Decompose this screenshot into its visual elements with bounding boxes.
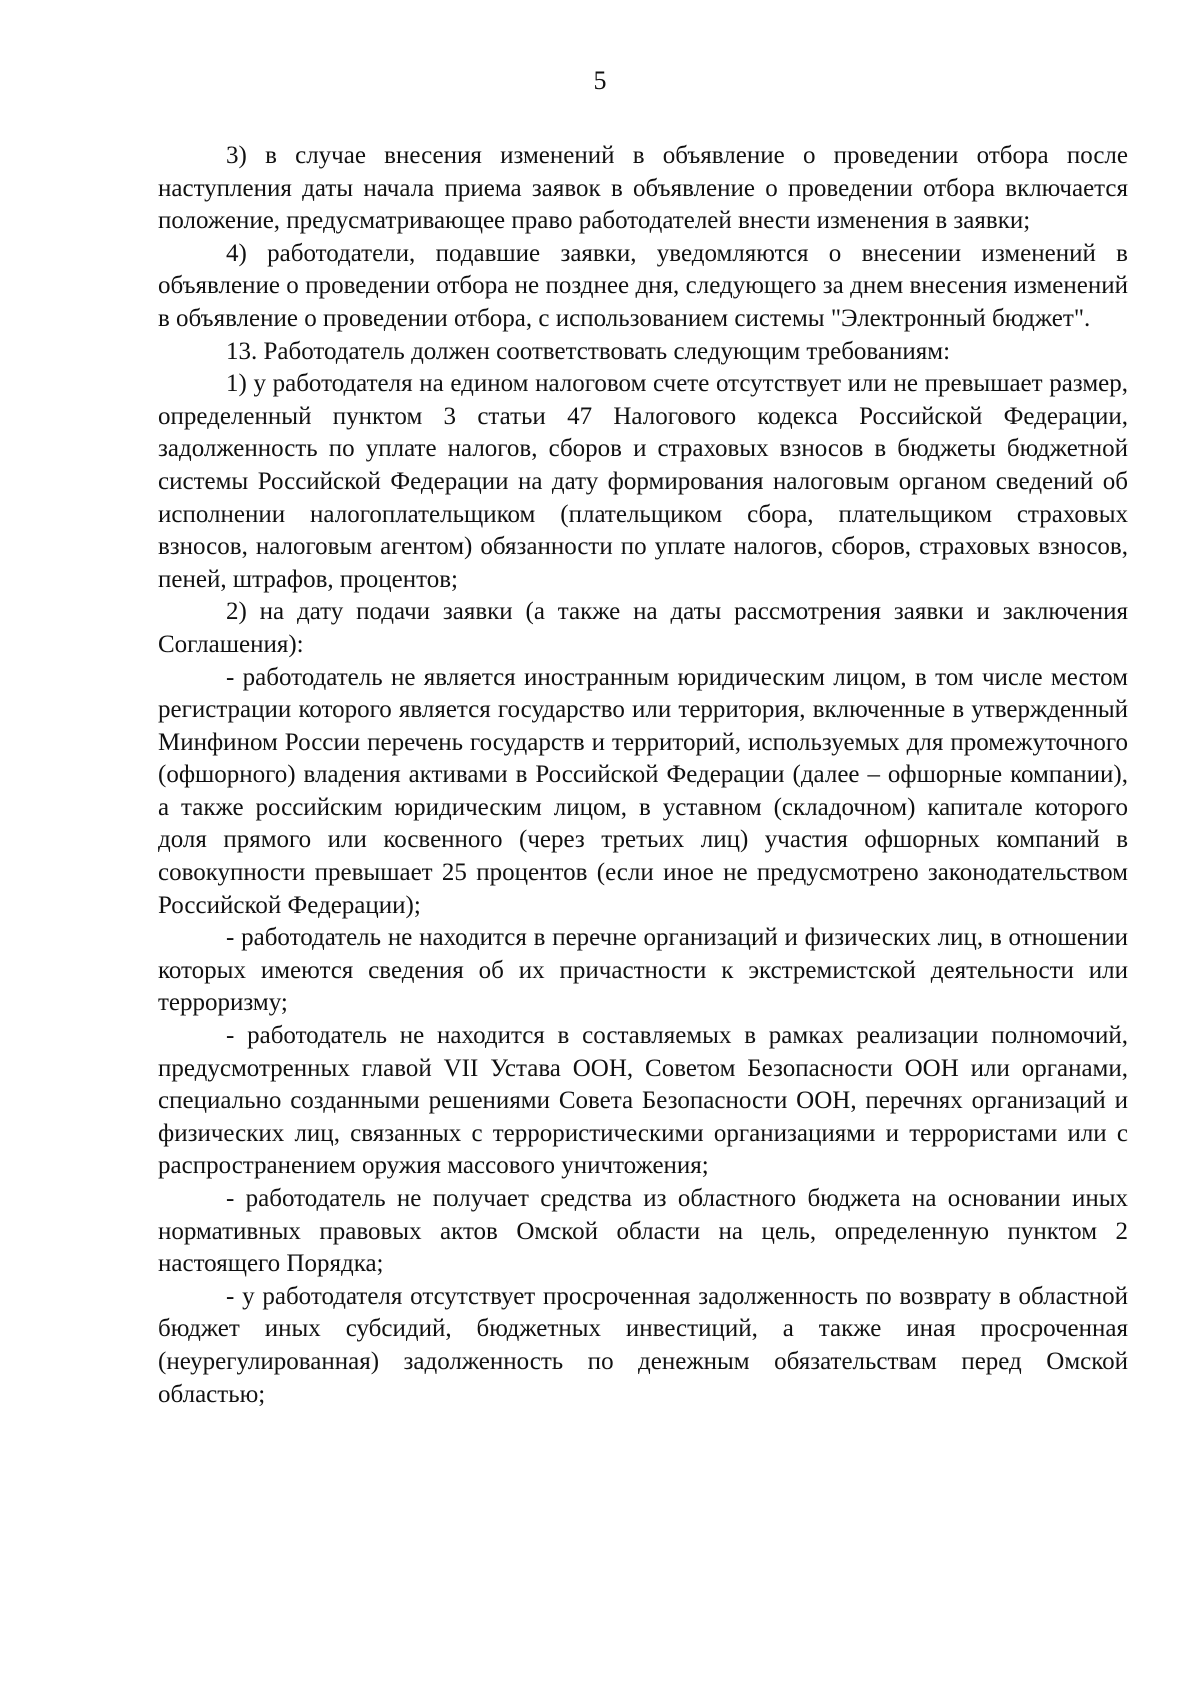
paragraph-requirement-2: 2) на дату подачи заявки (а также на даты рассмотрения заявки и заключения Соглашения): [158,598,1128,658]
paragraph-requirement-1: 1) у работодателя на едином налоговом счете отсутствует или не превышает размер, определенный пунктом 3 статьи 47 Налогового кодекса Российской Федерации, задолженность по уплате налогов, сборов и страховых взносов в бюджеты бюджетной системы Российской Федерации на дату формирования налоговым органом сведений об исполнении налогоплательщиком (плательщиком сбора, плательщиком страховых взносов, налоговым агентом) обязанности по уплате налогов, сборов, страховых взносов, пеней, штрафов, процентов; [158,370,1128,593]
document-body [158,140,1128,1411]
paragraph-regional-budget: - работодатель не получает средства из областного бюджета на основании иных нормативных правовых актов Омской области на цель, определенную пунктом 2 настоящего Порядка; [158,1185,1128,1278]
paragraph-overdue-debt: - у работодателя отсутствует просроченная задолженность по возврату в областной бюджет иных субсидий, бюджетных инвестиций, а также иная просроченная (неурегулированная) задолженность по денежным обязательствам перед Омской областью; [158,1282,1128,1408]
paragraph-extremism: - работодатель не находится в перечне организаций и физических лиц, в отношении которых имеются сведения об их причастности к экстремистской деятельности или терроризму; [158,924,1128,1017]
paragraph-item-3: 3) в случае внесения изменений в объявление о проведении отбора после наступления даты начала приема заявок в объявление о проведении отбора включается положение, предусматривающее право работодателей внести изменения в заявки; [158,142,1128,235]
paragraph-offshore: - работодатель не является иностранным юридическим лицом, в том числе местом регистрации которого является государство или территория, включенные в утвержденный Минфином России перечень государств и территорий, используемых для промежуточного (офшорного) владения активами в Российской Федерации (далее – офшорные компании), а также российским юридическим лицом, в уставном (складочном) капитале которого доля прямого или косвенного (через третьих лиц) участия офшорных компаний в совокупности превышает 25 процентов (если иное не предусмотрено законодательством Российской Федерации); [158,663,1128,919]
paragraph-item-4: 4) работодатели, подавшие заявки, уведомляются о внесении изменений в объявление о проведении отбора не позднее дня, следующего за днем внесения изменений в объявление о проведении отбора, с использованием системы "Электронный бюджет". [158,239,1128,332]
paragraph-un-lists: - работодатель не находится в составляемых в рамках реализации полномочий, предусмотренных главой VII Устава ООН, Советом Безопасности ООН или органами, специально созданными решениями Совета Безопасности ООН, перечнях организаций и физических лиц, связанных с террористическими организациями и террористами или с распространением оружия массового уничтожения; [158,1022,1128,1180]
paragraph-section-13: 13. Работодатель должен соответствовать следующим требованиям: [226,337,951,365]
page-number: 5 [593,66,607,95]
